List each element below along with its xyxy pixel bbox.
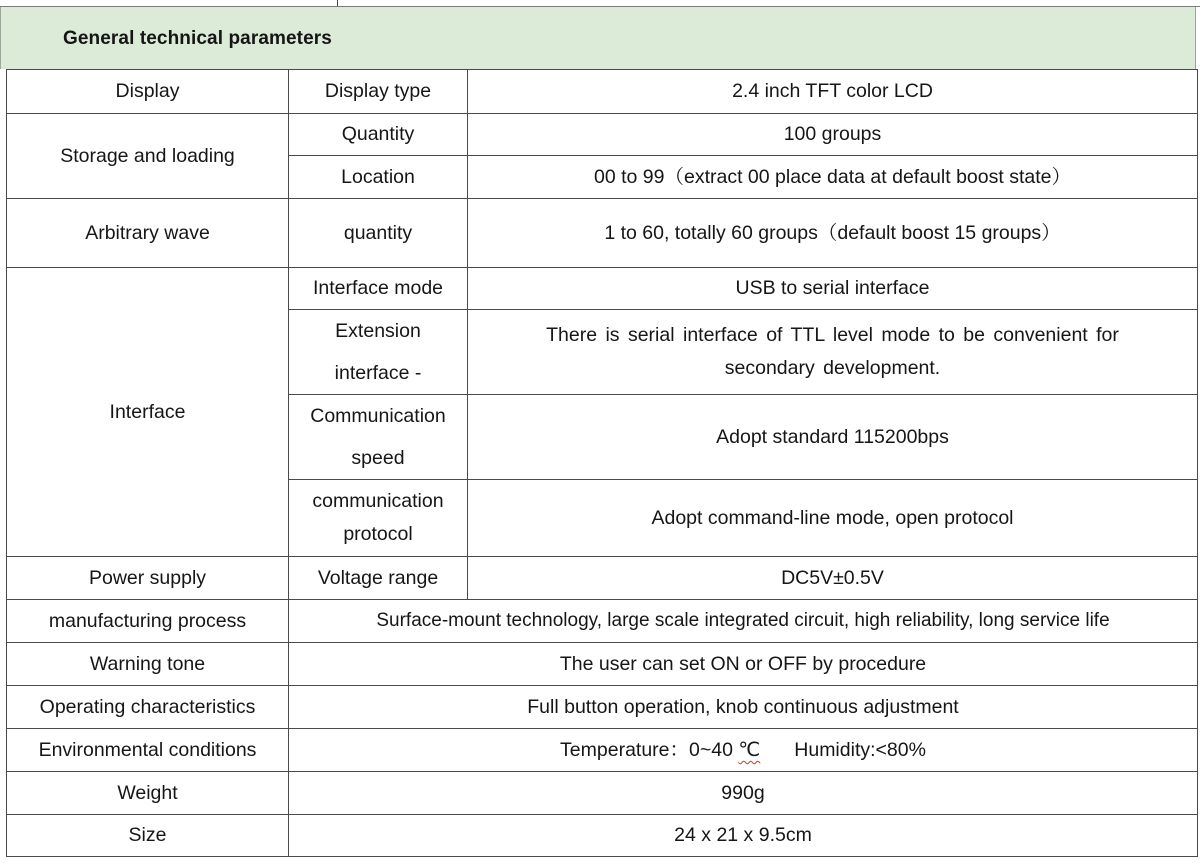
row-category: Arbitrary wave xyxy=(7,199,289,268)
table-row xyxy=(7,643,1198,686)
param-line: communication xyxy=(312,490,444,512)
row-value xyxy=(289,729,1198,772)
row-parameter: Display type xyxy=(289,70,468,114)
table-row xyxy=(7,114,1198,156)
row-parameter xyxy=(289,310,468,395)
param-line: Communication xyxy=(310,405,446,427)
param-line: Extension xyxy=(335,320,421,342)
row-value: USB to serial interface xyxy=(468,268,1198,310)
row-value: DC5V±0.5V xyxy=(468,557,1198,600)
section-header xyxy=(0,7,1196,69)
value-line: secondary development. xyxy=(724,357,941,379)
row-value: 2.4 inch TFT color LCD xyxy=(468,70,1198,114)
table-row xyxy=(7,199,1198,268)
row-category: Weight xyxy=(7,772,289,815)
table-row xyxy=(7,772,1198,815)
row-value: 00 to 99（extract 00 place data at default boost state） xyxy=(468,156,1198,199)
row-category: Display xyxy=(7,70,289,114)
row-category: Storage and loading xyxy=(7,114,289,199)
temperature-unit: ℃ xyxy=(738,738,761,761)
table-row xyxy=(7,70,1198,114)
param-line: interface - xyxy=(334,362,422,384)
row-category: manufacturing process xyxy=(7,600,289,643)
row-value: Adopt standard 115200bps xyxy=(468,395,1198,480)
row-value: 990g xyxy=(289,772,1198,815)
row-parameter xyxy=(289,395,468,480)
row-parameter: quantity xyxy=(289,199,468,268)
row-category: Operating characteristics xyxy=(7,686,289,729)
row-value: Full button operation, knob continuous adjustment xyxy=(289,686,1198,729)
row-parameter: Interface mode xyxy=(289,268,468,310)
row-value: Surface-mount technology, large scale integrated circuit, high reliability, long service life xyxy=(289,600,1198,643)
row-value xyxy=(468,310,1198,395)
row-parameter: Location xyxy=(289,156,468,199)
param-line: protocol xyxy=(343,523,413,545)
table-row xyxy=(7,815,1198,857)
humidity-value: Humidity:<80% xyxy=(794,738,926,761)
row-parameter: Voltage range xyxy=(289,557,468,600)
row-parameter xyxy=(289,480,468,557)
row-value: 1 to 60, totally 60 groups（default boost 15 groups） xyxy=(468,199,1198,268)
row-parameter: Quantity xyxy=(289,114,468,156)
top-divider-tick xyxy=(337,0,338,6)
row-value: The user can set ON or OFF by procedure xyxy=(289,643,1198,686)
table-row xyxy=(7,729,1198,772)
row-value: 100 groups xyxy=(468,114,1198,156)
row-category: Warning tone xyxy=(7,643,289,686)
table-row xyxy=(7,686,1198,729)
row-category: Size xyxy=(7,815,289,857)
section-title: General technical parameters xyxy=(63,28,332,49)
spec-table xyxy=(6,69,1198,857)
row-category: Interface xyxy=(7,268,289,557)
row-value: Adopt command-line mode, open protocol xyxy=(468,480,1198,557)
row-value: 24 x 21 x 9.5cm xyxy=(289,815,1198,857)
table-row xyxy=(7,557,1198,600)
top-border-strip xyxy=(0,0,1200,7)
param-line: speed xyxy=(351,447,405,469)
table-row xyxy=(7,268,1198,310)
row-category: Power supply xyxy=(7,557,289,600)
temperature-label: Temperature：0~40 xyxy=(560,738,739,761)
table-row xyxy=(7,600,1198,643)
row-category: Environmental conditions xyxy=(7,729,289,772)
value-line: There is serial interface of TTL level mode to be convenient for xyxy=(546,324,1119,346)
